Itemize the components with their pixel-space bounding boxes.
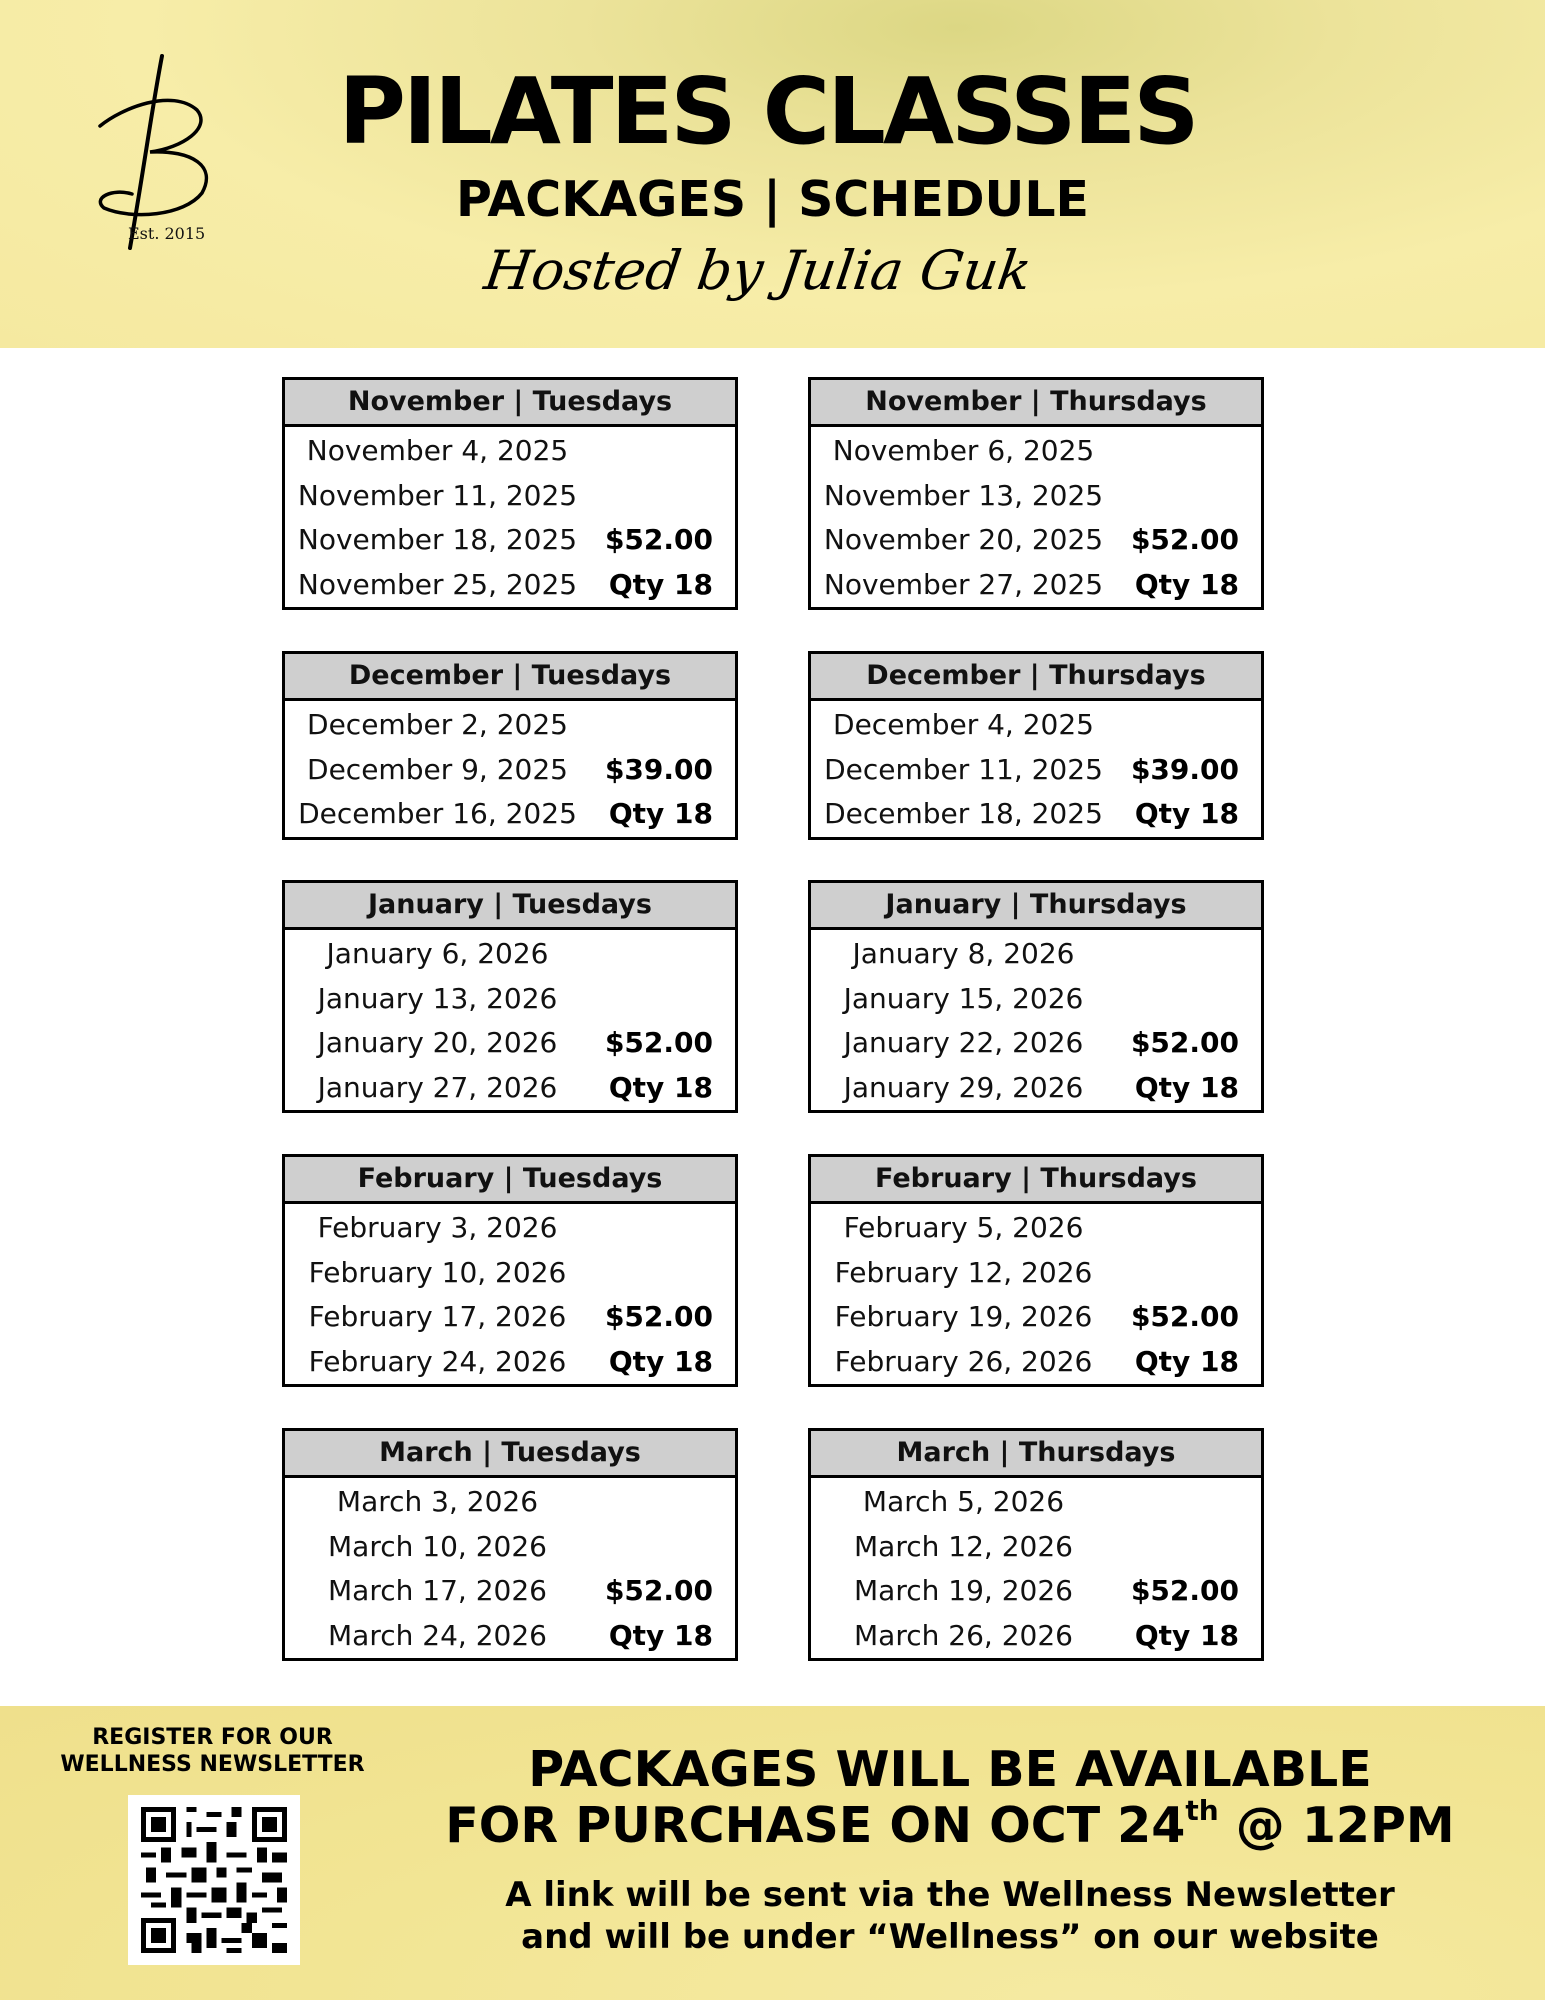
schedule-rows	[811, 1478, 1261, 1658]
schedule-table-header: December | Tuesdays	[285, 654, 735, 701]
schedule-row	[811, 748, 1261, 793]
schedule-rows	[811, 701, 1261, 837]
availability-line-1: PACKAGES WILL BE AVAILABLE	[528, 1741, 1372, 1798]
note-line-2: and will be under “Wellness” on our website	[521, 1917, 1379, 1957]
package-quantity: Qty 18	[1134, 1070, 1239, 1104]
note-line-1: A link will be sent via the Wellness Newsletter	[505, 1875, 1395, 1915]
page-subtitle	[0, 172, 1545, 228]
schedule-rows	[811, 930, 1261, 1110]
class-date: November 13, 2025	[823, 478, 1104, 512]
schedule-table-header: January | Tuesdays	[285, 883, 735, 930]
class-date: December 18, 2025	[824, 797, 1103, 830]
package-quantity: Qty 18	[608, 1344, 713, 1378]
class-date: February 3, 2026	[317, 1211, 558, 1244]
page-title-text: PILATES CLASSES	[338, 58, 1197, 165]
class-date: January 6, 2026	[326, 937, 549, 970]
class-date: December 4, 2025	[833, 708, 1094, 741]
class-date: January 13, 2026	[317, 981, 558, 1015]
class-date: February 5, 2026	[843, 1211, 1084, 1244]
schedule-row	[285, 977, 735, 1022]
schedule-row	[811, 1021, 1261, 1066]
class-date: January 15, 2026	[843, 981, 1084, 1015]
class-date: March 17, 2026	[328, 1574, 547, 1607]
package-price: $52.00	[604, 523, 713, 556]
schedule-table	[282, 651, 738, 840]
class-date: March 10, 2026	[328, 1529, 547, 1563]
package-quantity: Qty 18	[608, 1618, 713, 1652]
availability-date-text: FOR PURCHASE ON OCT 24	[445, 1797, 1186, 1854]
schedule-table-header: March | Tuesdays	[285, 1431, 735, 1478]
schedule-rows	[285, 701, 735, 837]
package-price: $52.00	[604, 1026, 713, 1059]
schedule-row	[811, 703, 1261, 748]
schedule-row	[285, 1295, 735, 1340]
package-quantity: Qty 18	[608, 1070, 713, 1104]
schedule-table	[808, 1428, 1264, 1661]
newsletter-register-label	[30, 1724, 395, 1778]
package-quantity: Qty 18	[1134, 1618, 1239, 1652]
class-date: December 16, 2025	[298, 797, 577, 830]
class-date: March 5, 2026	[862, 1485, 1065, 1518]
class-date: March 19, 2026	[854, 1574, 1073, 1607]
schedule-rows	[285, 1204, 735, 1384]
class-date: January 20, 2026	[317, 1026, 558, 1059]
class-date: February 12, 2026	[834, 1255, 1093, 1289]
availability-line-2	[430, 1794, 1470, 1854]
register-line-1: REGISTER FOR OUR	[92, 1725, 333, 1750]
package-price: $39.00	[1130, 752, 1239, 786]
package-quantity: Qty 18	[1134, 1344, 1239, 1378]
availability-time-text: @ 12PM	[1218, 1797, 1455, 1854]
schedule-row	[285, 1251, 735, 1296]
schedule-rows	[811, 427, 1261, 607]
schedule-row	[285, 1340, 735, 1385]
class-date: February 24, 2026	[308, 1344, 567, 1378]
class-date: March 12, 2026	[854, 1529, 1073, 1563]
class-date: November 6, 2025	[832, 434, 1095, 467]
schedule-row	[285, 1480, 735, 1525]
class-date: November 27, 2025	[823, 567, 1104, 601]
schedule-table-header: March | Thursdays	[811, 1431, 1261, 1478]
schedule-table-header: February | Thursdays	[811, 1157, 1261, 1204]
package-quantity: Qty 18	[608, 797, 713, 830]
schedule-row	[811, 1251, 1261, 1296]
package-price: $52.00	[1130, 1574, 1239, 1607]
schedule-table	[282, 880, 738, 1113]
schedule-row	[811, 1614, 1261, 1659]
schedule-row	[811, 563, 1261, 608]
schedule-row	[285, 1066, 735, 1111]
schedule-row	[811, 474, 1261, 519]
schedule-row	[811, 1340, 1261, 1385]
schedule-row	[285, 1569, 735, 1614]
schedule-row	[811, 792, 1261, 837]
package-price: $52.00	[1130, 523, 1239, 556]
package-quantity: Qty 18	[608, 567, 713, 601]
availability-ordinal-suffix: th	[1185, 1794, 1219, 1827]
schedule-row	[811, 1206, 1261, 1251]
package-quantity: Qty 18	[1134, 567, 1239, 601]
schedule-row	[811, 1569, 1261, 1614]
availability-notice	[430, 1742, 1470, 1854]
class-date: March 24, 2026	[328, 1618, 547, 1652]
class-date: February 26, 2026	[834, 1344, 1093, 1378]
schedule-table-header: November | Tuesdays	[285, 380, 735, 427]
class-date: November 4, 2025	[306, 434, 569, 467]
page-subtitle-text: PACKAGES | SCHEDULE	[455, 171, 1090, 228]
class-date: March 3, 2026	[336, 1485, 539, 1518]
schedule-row	[285, 1206, 735, 1251]
schedule-table	[282, 377, 738, 610]
schedule-row	[285, 563, 735, 608]
package-price: $39.00	[604, 752, 713, 786]
class-date: January 27, 2026	[317, 1070, 558, 1104]
newsletter-link-note	[430, 1874, 1470, 1958]
hosted-by-line	[0, 238, 1545, 304]
register-line-2: WELLNESS NEWSLETTER	[60, 1752, 365, 1777]
schedule-row	[285, 1021, 735, 1066]
page-title	[0, 58, 1545, 165]
package-price: $52.00	[1130, 1026, 1239, 1059]
schedule-rows	[811, 1204, 1261, 1384]
package-price: $52.00	[604, 1300, 713, 1333]
schedule-table	[808, 377, 1264, 610]
class-date: February 19, 2026	[834, 1300, 1093, 1333]
schedule-table	[808, 880, 1264, 1113]
class-date: February 17, 2026	[308, 1300, 567, 1333]
package-price: $52.00	[604, 1574, 713, 1607]
class-date: January 8, 2026	[852, 937, 1075, 970]
schedule-rows	[285, 1478, 735, 1658]
class-date: November 20, 2025	[823, 523, 1104, 556]
class-date: November 18, 2025	[297, 523, 578, 556]
schedule-row	[811, 1525, 1261, 1570]
schedule-table-header: December | Thursdays	[811, 654, 1261, 701]
class-date: February 10, 2026	[308, 1255, 567, 1289]
class-date: December 2, 2025	[307, 708, 568, 741]
schedule-table	[282, 1428, 738, 1661]
newsletter-qr-code[interactable]	[128, 1795, 300, 1965]
class-date: January 29, 2026	[843, 1070, 1084, 1104]
hosted-by-text: Hosted by Julia Guk	[480, 239, 1035, 302]
schedule-row	[285, 1614, 735, 1659]
schedule-row	[811, 1066, 1261, 1111]
schedule-rows	[285, 930, 735, 1110]
class-date: December 9, 2025	[307, 752, 568, 786]
schedule-row	[285, 703, 735, 748]
schedule-table-header: February | Tuesdays	[285, 1157, 735, 1204]
class-date: March 26, 2026	[854, 1618, 1073, 1652]
schedule-rows	[285, 427, 735, 607]
schedule-row	[285, 429, 735, 474]
schedule-row	[285, 792, 735, 837]
schedule-row	[811, 932, 1261, 977]
schedule-table	[808, 1154, 1264, 1387]
schedule-table-header: January | Thursdays	[811, 883, 1261, 930]
class-date: January 22, 2026	[843, 1026, 1084, 1059]
logo-established-text: Est. 2015	[128, 224, 206, 243]
class-date: November 25, 2025	[297, 567, 578, 601]
class-date: December 11, 2025	[824, 752, 1103, 786]
schedule-row	[285, 474, 735, 519]
package-quantity: Qty 18	[1134, 797, 1239, 830]
schedule-table	[808, 651, 1264, 840]
schedule-table-header: November | Thursdays	[811, 380, 1261, 427]
schedule-table	[282, 1154, 738, 1387]
header-banner	[0, 0, 1545, 348]
schedule-row	[285, 932, 735, 977]
schedule-row	[811, 518, 1261, 563]
package-price: $52.00	[1130, 1300, 1239, 1333]
class-date: November 11, 2025	[297, 478, 578, 512]
schedule-row	[811, 429, 1261, 474]
schedule-row	[811, 977, 1261, 1022]
schedule-row	[811, 1295, 1261, 1340]
schedule-row	[285, 748, 735, 793]
schedule-row	[811, 1480, 1261, 1525]
schedule-row	[285, 1525, 735, 1570]
schedule-row	[285, 518, 735, 563]
qr-code-icon	[140, 1807, 288, 1953]
